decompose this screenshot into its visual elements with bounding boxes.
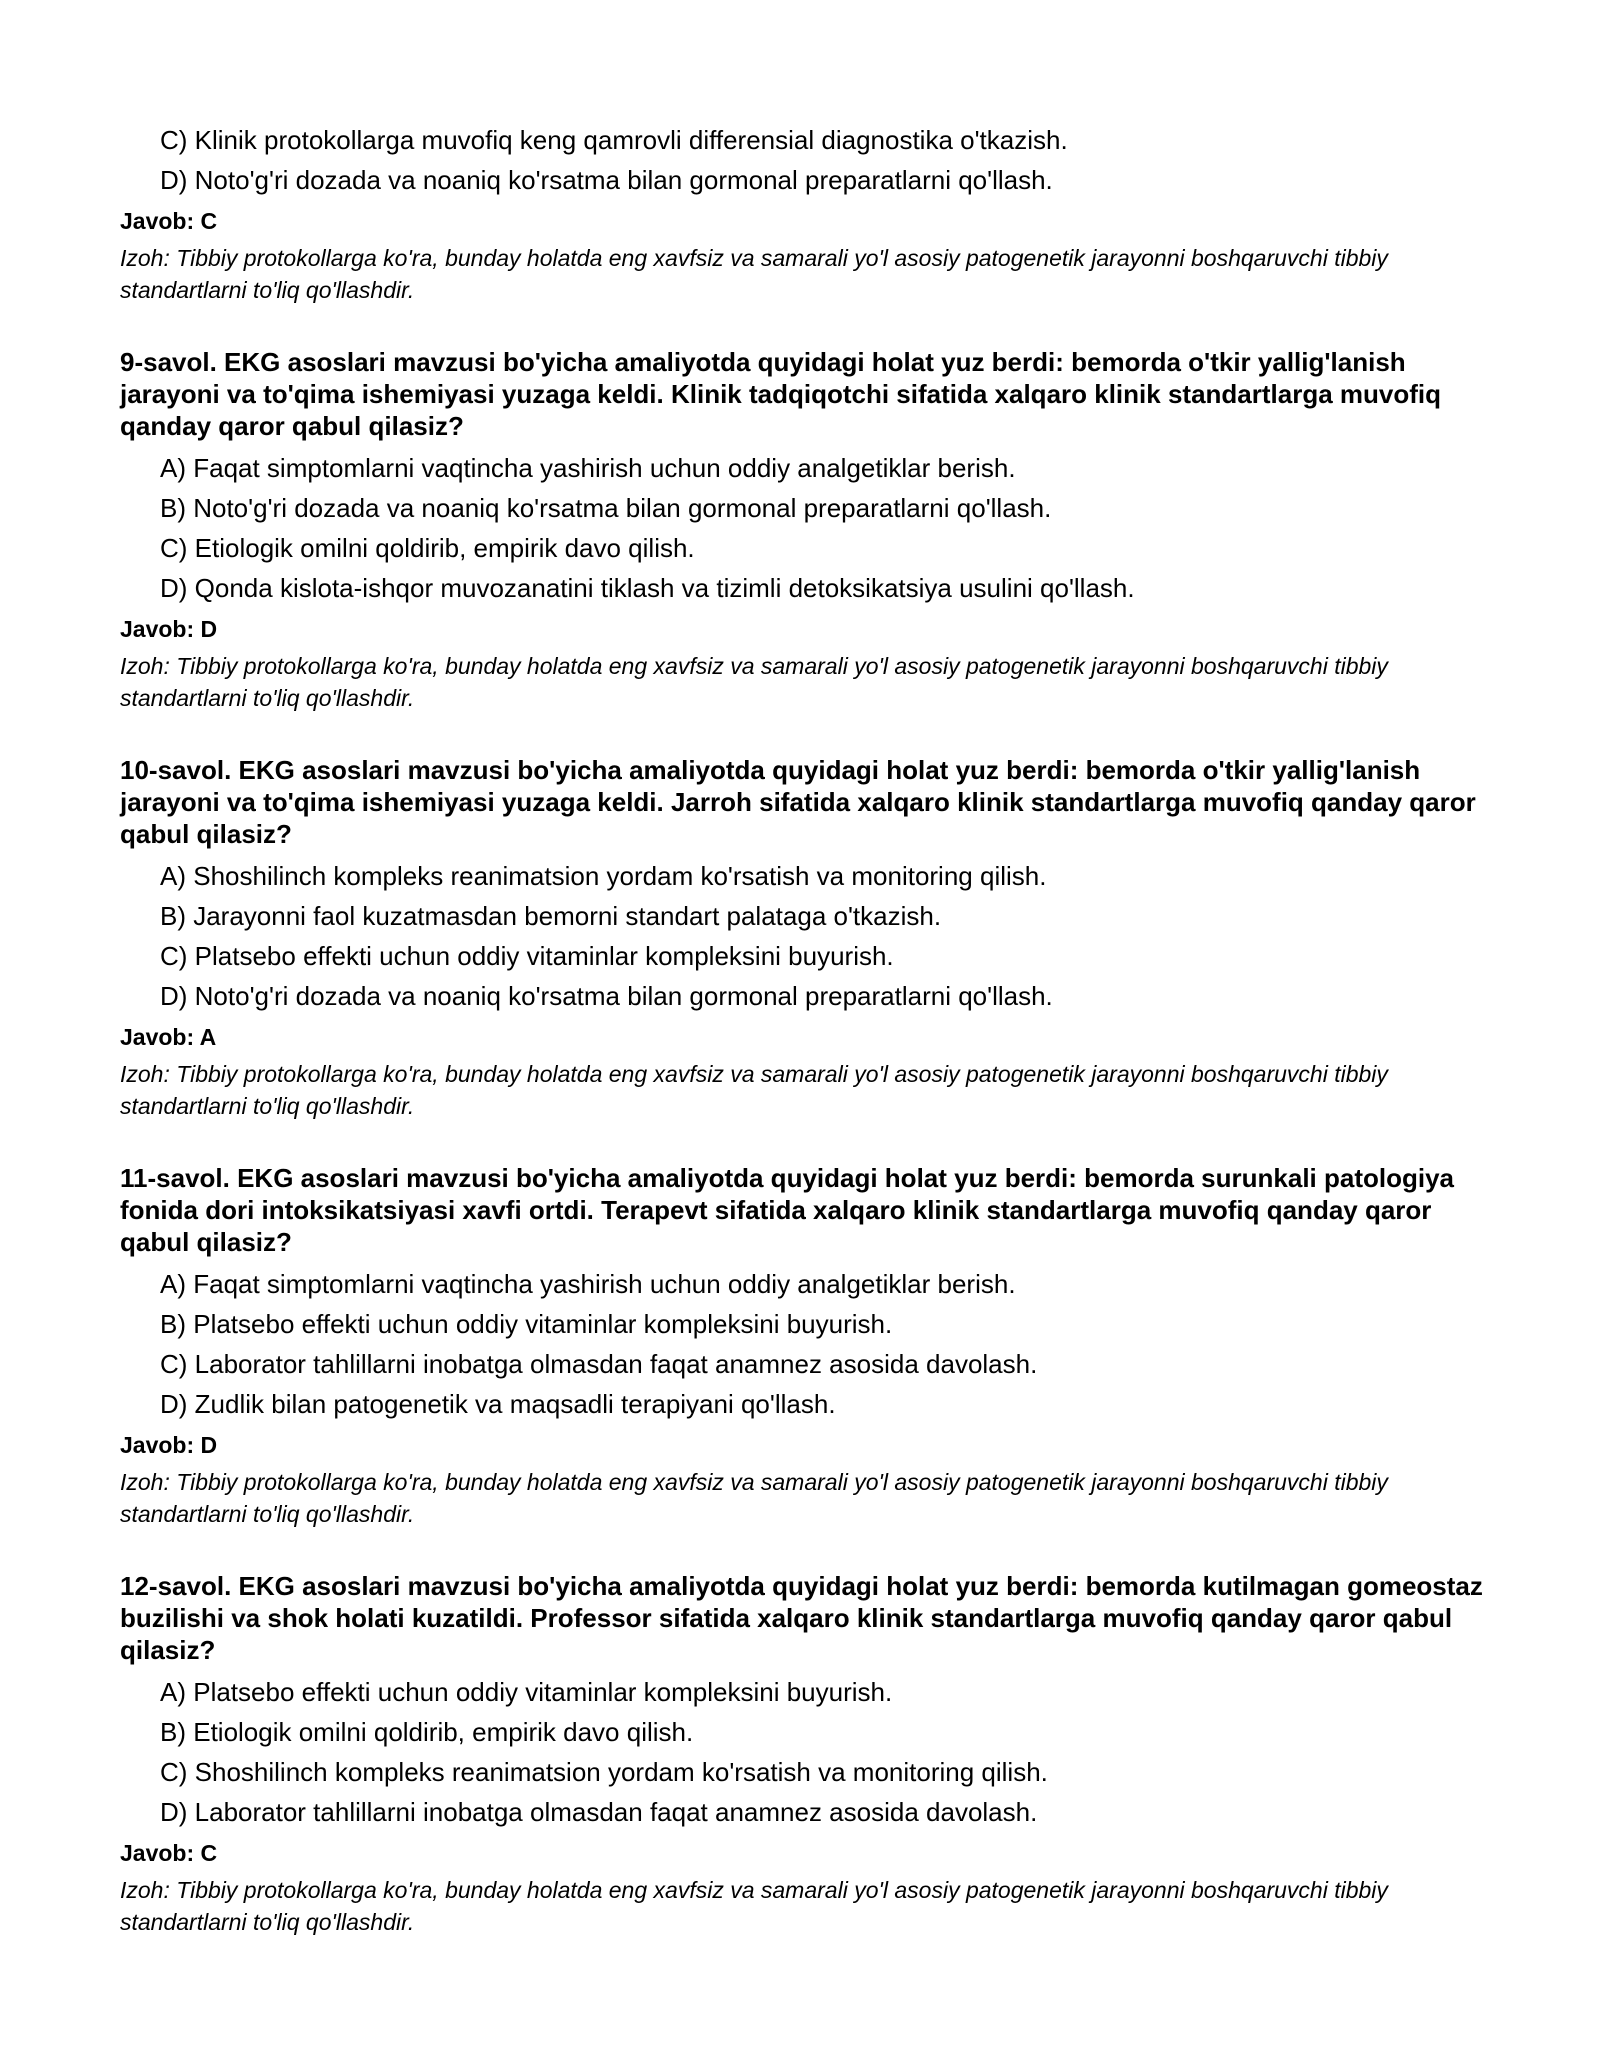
carryover-block (120, 120, 1500, 306)
option-d: D) Laborator tahlillarni inobatga olmasdan faqat anamnez asosida davolash. (160, 1797, 1038, 1827)
answer-line: Javob: D (120, 616, 218, 642)
option-d: D) Noto'g'ri dozada va noaniq ko'rsatma bilan gormonal preparatlarni qo'llash. (160, 165, 1053, 195)
explanation-note: Izoh: Tibbiy protokollarga ko'ra, bunday holatda eng xavfsiz va samarali yo'l asosiy patogenetik jarayonni boshqaruvchi tibbiy standartlarni to'liq qo'llashdir. (120, 653, 1388, 711)
question-10 (120, 754, 1500, 1122)
option-a: A) Faqat simptomlarni vaqtincha yashirish uchun oddiy analgetiklar berish. (160, 1269, 1016, 1299)
answer-line: Javob: D (120, 1432, 218, 1458)
answer-line: Javob: C (120, 1840, 218, 1866)
option-a: A) Faqat simptomlarni vaqtincha yashirish uchun oddiy analgetiklar berish. (160, 453, 1016, 483)
option-a: A) Platsebo effekti uchun oddiy vitaminlar kompleksini buyurish. (160, 1677, 893, 1707)
question-title: 11-savol. EKG asoslari mavzusi bo'yicha amaliyotda quyidagi holat yuz berdi: bemorda surunkali patologiya fonida dori intoksikatsiyasi xavfi ortdi. Terapevt sifatida xalqaro klinik standartlarga muvofiq qanday qaror qabul qilasiz? (120, 1163, 1454, 1257)
option-c: C) Laborator tahlillarni inobatga olmasdan faqat anamnez asosida davolash. (160, 1349, 1038, 1379)
question-12 (120, 1570, 1500, 1938)
explanation-note: Izoh: Tibbiy protokollarga ko'ra, bunday holatda eng xavfsiz va samarali yo'l asosiy patogenetik jarayonni boshqaruvchi tibbiy standartlarni to'liq qo'llashdir. (120, 245, 1388, 303)
question-title: 9-savol. EKG asoslari mavzusi bo'yicha amaliyotda quyidagi holat yuz berdi: bemorda o'tkir yallig'lanish jarayoni va to'qima ishemiyasi yuzaga keldi. Klinik tadqiqotchi sifatida xalqaro klinik standartlarga muvofiq qanday qaror qabul qilasiz? (120, 347, 1441, 441)
option-d: D) Zudlik bilan patogenetik va maqsadli terapiyani qo'llash. (160, 1389, 836, 1419)
answer-line: Javob: A (120, 1024, 217, 1050)
option-b: B) Etiologik omilni qoldirib, empirik davo qilish. (160, 1717, 694, 1747)
option-d: D) Noto'g'ri dozada va noaniq ko'rsatma bilan gormonal preparatlarni qo'llash. (160, 981, 1053, 1011)
option-a: A) Shoshilinch kompleks reanimatsion yordam ko'rsatish va monitoring qilish. (160, 861, 1047, 891)
answer-line: Javob: C (120, 208, 218, 234)
option-c: C) Platsebo effekti uchun oddiy vitaminlar kompleksini buyurish. (160, 941, 894, 971)
document-page (120, 120, 1500, 1938)
option-b: B) Jarayonni faol kuzatmasdan bemorni standart palataga o'tkazish. (160, 901, 942, 931)
question-11 (120, 1162, 1500, 1530)
explanation-note: Izoh: Tibbiy protokollarga ko'ra, bunday holatda eng xavfsiz va samarali yo'l asosiy patogenetik jarayonni boshqaruvchi tibbiy standartlarni to'liq qo'llashdir. (120, 1877, 1388, 1935)
option-c: C) Etiologik omilni qoldirib, empirik davo qilish. (160, 533, 695, 563)
explanation-note: Izoh: Tibbiy protokollarga ko'ra, bunday holatda eng xavfsiz va samarali yo'l asosiy patogenetik jarayonni boshqaruvchi tibbiy standartlarni to'liq qo'llashdir. (120, 1469, 1388, 1527)
option-d: D) Qonda kislota-ishqor muvozanatini tiklash va tizimli detoksikatsiya usulini qo'llash. (160, 573, 1135, 603)
explanation-note: Izoh: Tibbiy protokollarga ko'ra, bunday holatda eng xavfsiz va samarali yo'l asosiy patogenetik jarayonni boshqaruvchi tibbiy standartlarni to'liq qo'llashdir. (120, 1061, 1388, 1119)
option-c: C) Klinik protokollarga muvofiq keng qamrovli differensial diagnostika o'tkazish. (160, 125, 1068, 155)
option-b: B) Platsebo effekti uchun oddiy vitaminlar kompleksini buyurish. (160, 1309, 893, 1339)
option-c: C) Shoshilinch kompleks reanimatsion yordam ko'rsatish va monitoring qilish. (160, 1757, 1048, 1787)
question-9 (120, 346, 1500, 714)
option-b: B) Noto'g'ri dozada va noaniq ko'rsatma bilan gormonal preparatlarni qo'llash. (160, 493, 1052, 523)
question-title: 10-savol. EKG asoslari mavzusi bo'yicha amaliyotda quyidagi holat yuz berdi: bemorda o'tkir yallig'lanish jarayoni va to'qima ishemiyasi yuzaga keldi. Jarroh sifatida xalqaro klinik standartlarga muvofiq qanday qaror qabul qilasiz? (120, 755, 1476, 849)
question-title: 12-savol. EKG asoslari mavzusi bo'yicha amaliyotda quyidagi holat yuz berdi: bemorda kutilmagan gomeostaz buzilishi va shok holati kuzatildi. Professor sifatida xalqaro klinik standartlarga muvofiq qanday qaror qabul qilasiz? (120, 1571, 1483, 1665)
